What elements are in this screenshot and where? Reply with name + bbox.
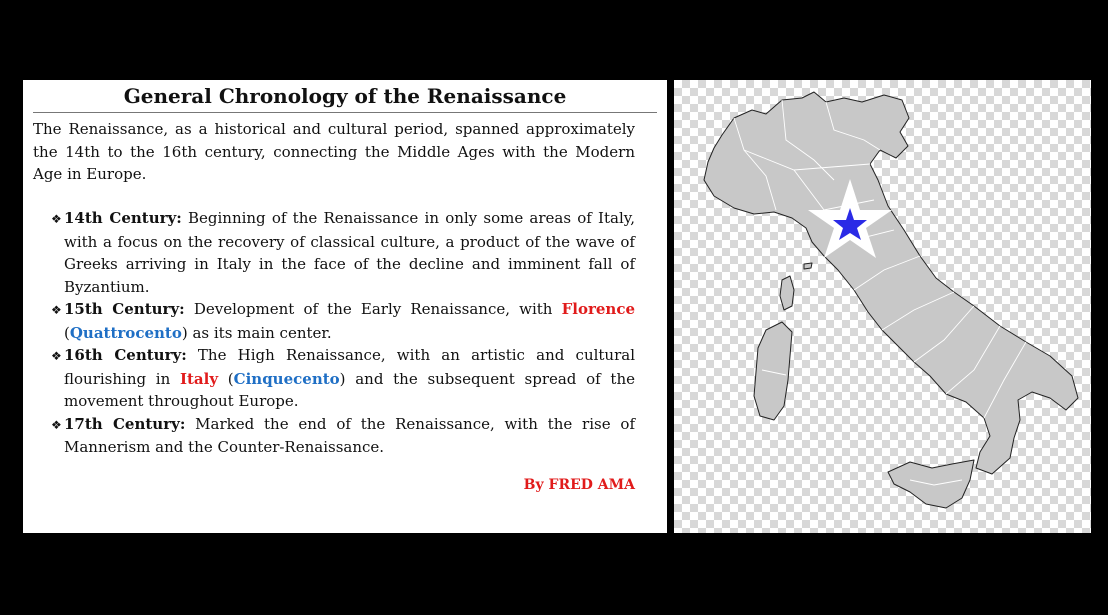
item-term: 16th Century: (64, 346, 187, 364)
highlight-florence: Florence (561, 300, 635, 318)
item-text-after: ) as its main center. (181, 323, 332, 342)
highlight-cinquecento: Cinquecento (233, 369, 340, 388)
diamond-bullet-icon: ❖ (51, 349, 62, 363)
item-text-after: ) and the subsequent spread of the movement throughout Europe. (64, 369, 635, 410)
page-title: General Chronology of the Renaissance (33, 84, 657, 113)
list-item-17th (51, 413, 635, 459)
italy-mainland (704, 92, 1078, 474)
diamond-bullet-icon: ❖ (51, 303, 62, 317)
item-term: 15th Century: (64, 300, 185, 318)
elba-island (804, 263, 812, 269)
chronology-list (51, 207, 635, 459)
item-term: 14th Century: (64, 209, 182, 227)
document-panel (23, 80, 667, 533)
paren-open: ( (218, 369, 234, 388)
item-text: Development of the Early Renaissance, with (184, 300, 562, 318)
author-credit: By FRED AMA (523, 477, 635, 493)
list-item-15th (51, 298, 635, 344)
item-term: 17th Century: (64, 414, 186, 433)
diamond-bullet-icon: ❖ (51, 212, 62, 226)
corsica-island (780, 276, 794, 310)
italy-map-panel (674, 80, 1091, 533)
item-text: Beginning of the Renaissance in only some areas of Italy, with a focus on the recovery of classical culture, a product of the wave of Greeks arriving in Italy in the face of the decline and imminent fall of Byzantium. (64, 209, 636, 296)
intro-paragraph: The Renaissance, as a historical and cultural period, spanned approximately the 14th to the 16th century, connecting the Middle Ages with the Modern Age in Europe. (33, 120, 635, 183)
highlight-italy: Italy (179, 369, 219, 388)
sardinia-island (754, 322, 792, 420)
italy-map-icon (674, 80, 1091, 533)
highlight-quattrocento: Quattrocento (69, 323, 182, 342)
list-item-14th (51, 207, 635, 298)
item-text: Marked the end of the Renaissance, with the rise of Mannerism and the Counter-Renaissance. (64, 414, 635, 456)
diamond-bullet-icon: ❖ (51, 417, 62, 432)
list-item-16th (51, 344, 635, 413)
item-text: The High Renaissance, with an artistic and cultural flourishing in (64, 346, 635, 388)
paren-open: ( (64, 323, 70, 342)
